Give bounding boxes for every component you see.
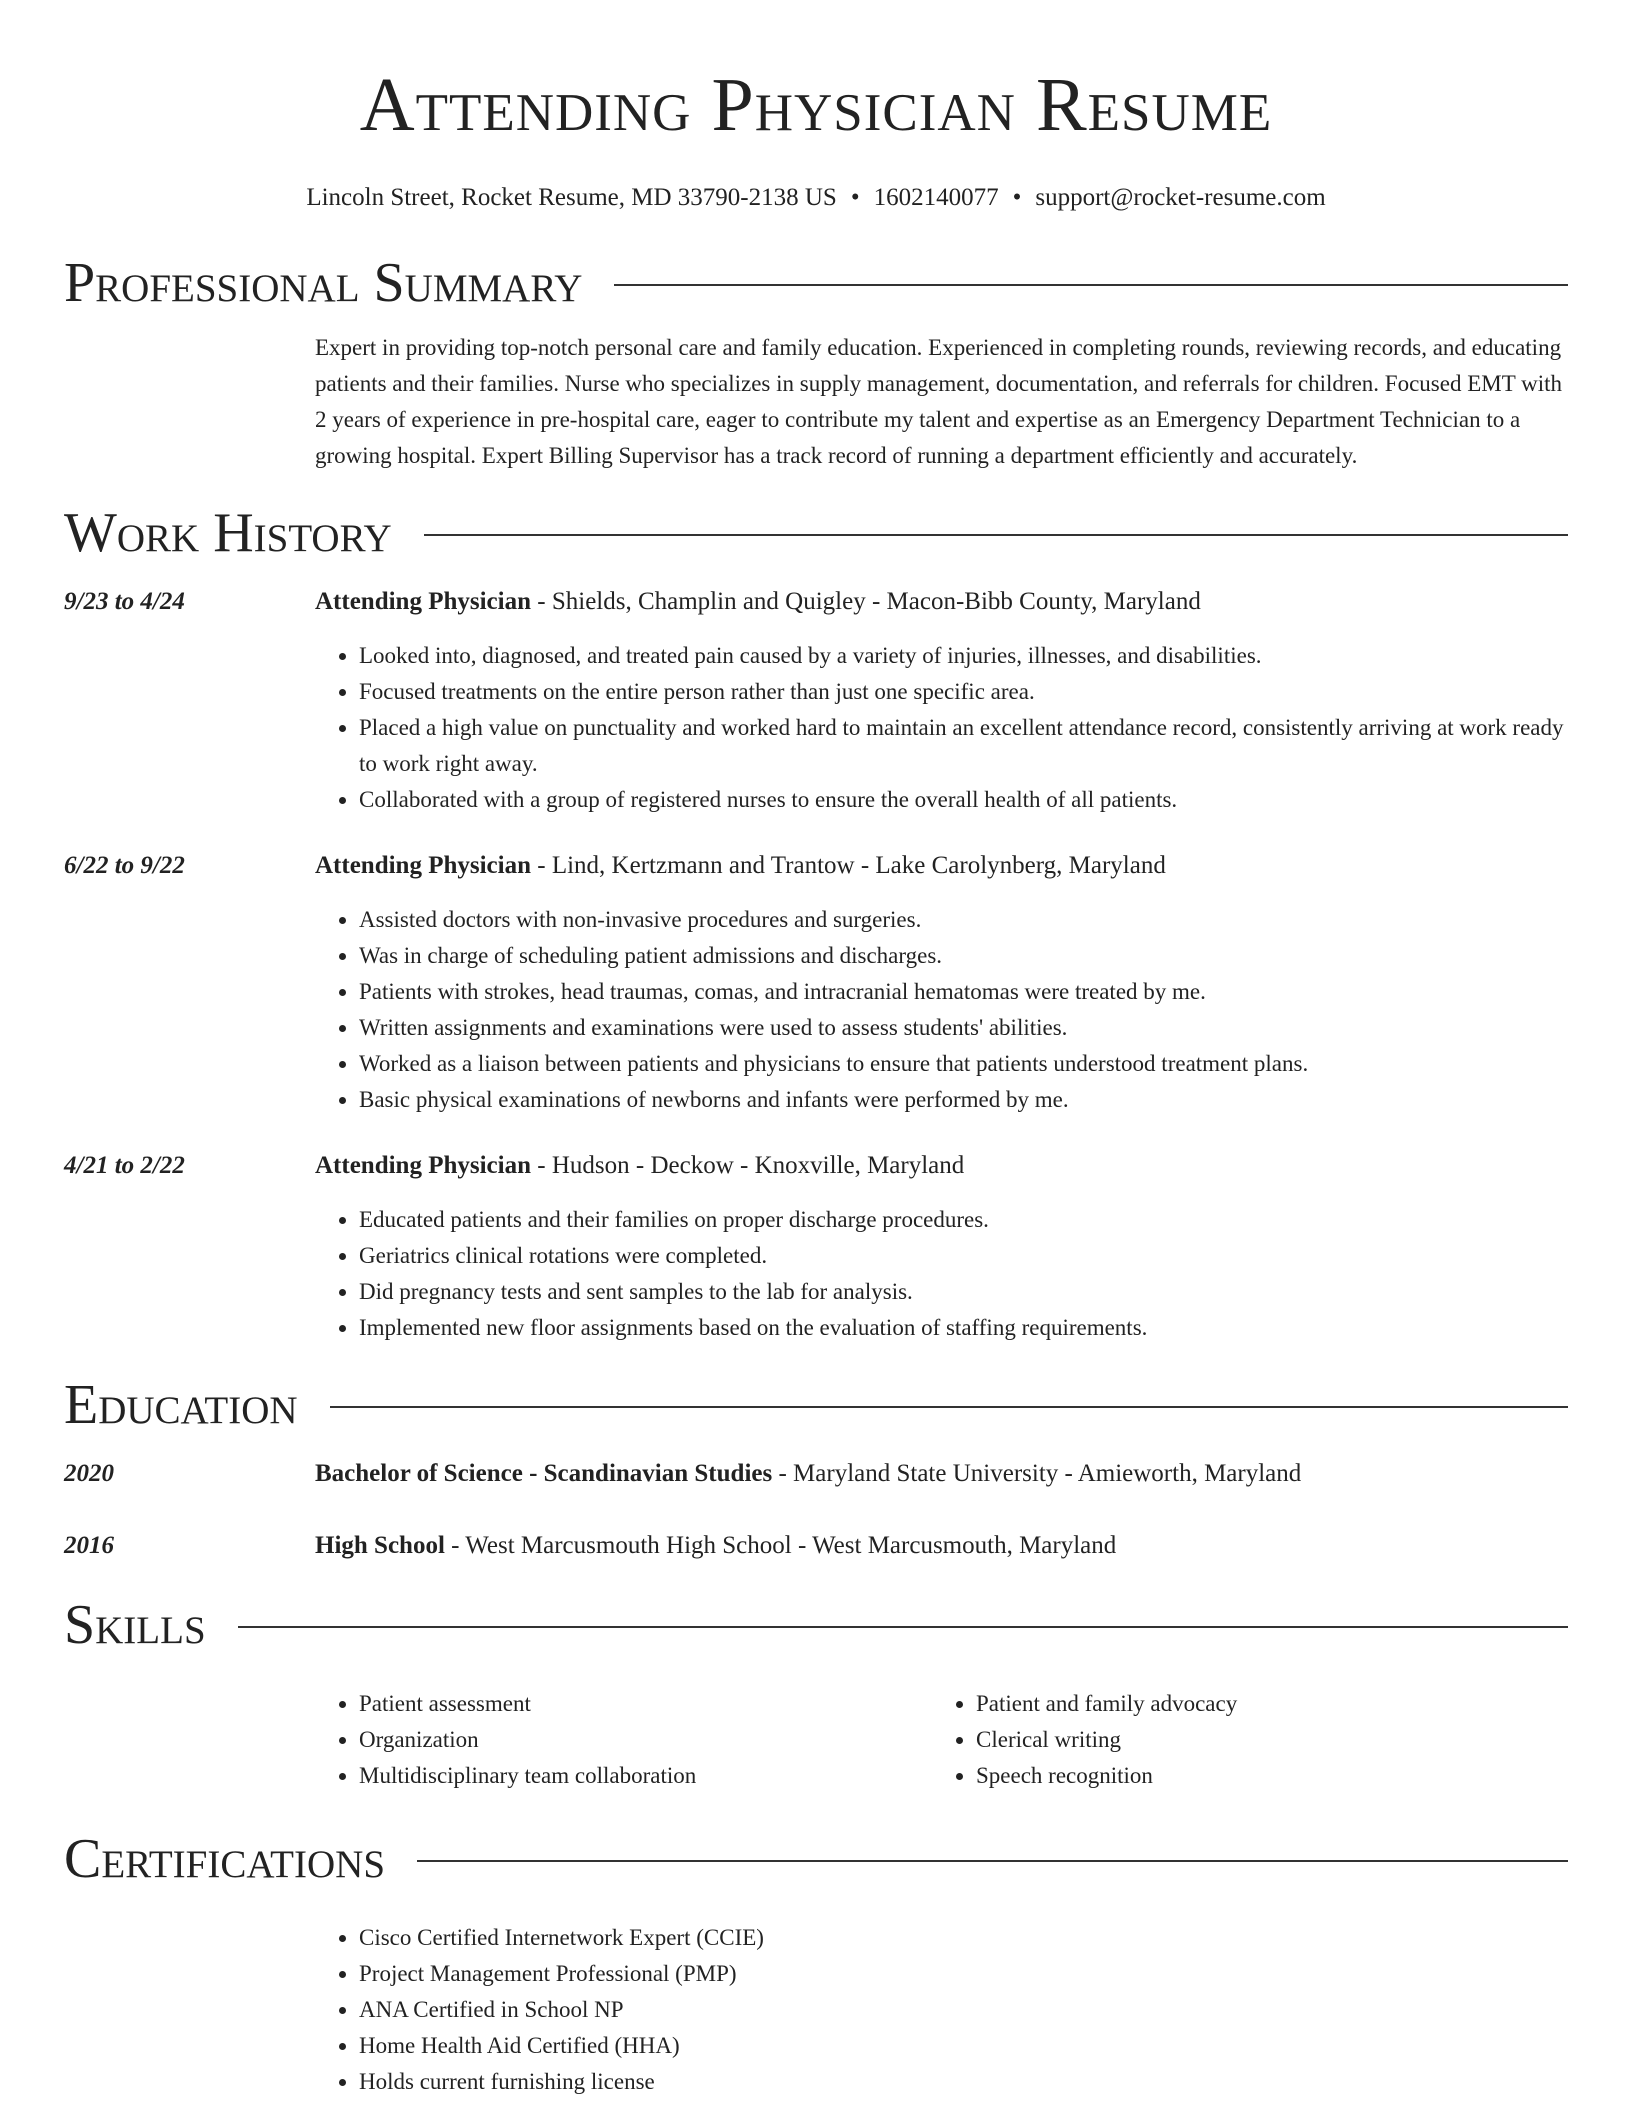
job-heading bbox=[315, 1148, 1568, 1184]
job-title: Attending Physician bbox=[315, 852, 532, 879]
work-section-header bbox=[64, 502, 1568, 564]
contact-email: support@rocket-resume.com bbox=[1035, 184, 1326, 211]
education-section-header bbox=[64, 1374, 1568, 1436]
job-employer: - Hudson - Deckow - Knoxville, Maryland bbox=[531, 1152, 965, 1179]
job-title: Attending Physician bbox=[315, 1152, 532, 1179]
list-item: • Clerical writing bbox=[976, 1722, 1549, 1758]
list-item: • Placed a high value on punctuality and worked hard to maintain an excellent attendance record, consistently arriving at work ready to work right away. bbox=[359, 710, 1568, 782]
education-entry bbox=[64, 1528, 1568, 1564]
list-item: • ANA Certified in School NP bbox=[359, 1992, 1568, 2028]
certifications-list bbox=[315, 1920, 1568, 2100]
list-item: • Project Management Professional (PMP) bbox=[359, 1956, 1568, 1992]
list-item: • Basic physical examinations of newborns and infants were performed by me. bbox=[359, 1082, 1568, 1118]
contact-phone: 1602140077 bbox=[873, 184, 999, 211]
job-dates: 6/22 to 9/22 bbox=[64, 852, 185, 879]
section-title-skills: Skills bbox=[64, 1594, 206, 1656]
resume-title: Attending Physician Resume bbox=[359, 63, 1273, 147]
job-entry bbox=[64, 1148, 1568, 1346]
job-heading bbox=[315, 848, 1568, 884]
job-employer: - Lind, Kertzmann and Trantow - Lake Carolynberg, Maryland bbox=[531, 852, 1166, 879]
job-bullets bbox=[315, 638, 1568, 818]
list-item: • Looked into, diagnosed, and treated pain caused by a variety of injuries, illnesses, and disabilities. bbox=[359, 638, 1568, 674]
list-item: • Holds current furnishing license bbox=[359, 2064, 1568, 2100]
education-degree: High School bbox=[315, 1532, 445, 1559]
list-item: • Written assignments and examinations were used to assess students' abilities. bbox=[359, 1010, 1568, 1046]
education-heading bbox=[315, 1456, 1568, 1492]
list-item: • Home Health Aid Certified (HHA) bbox=[359, 2028, 1568, 2064]
job-heading bbox=[315, 584, 1568, 620]
summary-text: Expert in providing top-notch personal care and family education. Experienced in completing rounds, reviewing records, and educating patients and their families. Nurse who specializes in supply management, documentation, and referrals for children. Focused EMT with 2 years of experience in pre-hospital care, eager to contribute my talent and expertise as an Emergency Department Technician to a growing hospital. Expert Billing Supervisor has a track record of running a department efficiently and accurately. bbox=[315, 335, 1562, 468]
job-entry bbox=[64, 848, 1568, 1118]
job-entry bbox=[64, 584, 1568, 818]
certifications-section-header bbox=[64, 1828, 1568, 1890]
list-item: • Collaborated with a group of registered nurses to ensure the overall health of all patients. bbox=[359, 782, 1568, 818]
education-entry bbox=[64, 1456, 1568, 1492]
job-body bbox=[315, 848, 1568, 1118]
list-item: • Educated patients and their families on proper discharge procedures. bbox=[359, 1202, 1568, 1238]
list-item: • Worked as a liaison between patients and physicians to ensure that patients understood treatment plans. bbox=[359, 1046, 1568, 1082]
section-divider bbox=[424, 534, 1568, 536]
education-heading bbox=[315, 1528, 1568, 1564]
job-employer: - Shields, Champlin and Quigley - Macon-Bibb County, Maryland bbox=[531, 588, 1201, 615]
education-body bbox=[315, 1528, 1568, 1564]
job-body bbox=[315, 584, 1568, 818]
list-item: • Did pregnancy tests and sent samples to the lab for analysis. bbox=[359, 1274, 1568, 1310]
contact-line bbox=[64, 182, 1568, 214]
list-item: • Speech recognition bbox=[976, 1758, 1549, 1794]
resume-page bbox=[64, 0, 1568, 2100]
list-item: • Patients with strokes, head traumas, comas, and intracranial hematomas were treated by me. bbox=[359, 974, 1568, 1010]
job-dates: 9/23 to 4/24 bbox=[64, 588, 185, 615]
section-divider bbox=[238, 1626, 1568, 1628]
job-title: Attending Physician bbox=[315, 588, 532, 615]
job-bullets bbox=[315, 1202, 1568, 1346]
section-divider bbox=[330, 1406, 1568, 1408]
section-divider bbox=[614, 284, 1568, 286]
list-item: • Cisco Certified Internetwork Expert (CCIE) bbox=[359, 1920, 1568, 1956]
contact-separator: • bbox=[1012, 184, 1022, 211]
contact-address: Lincoln Street, Rocket Resume, MD 33790-2138 US bbox=[306, 184, 837, 211]
summary-section-header bbox=[64, 252, 1568, 314]
skills-column-right bbox=[932, 1686, 1549, 1794]
section-title-summary: Professional Summary bbox=[64, 252, 583, 314]
list-item: • Patient and family advocacy bbox=[976, 1686, 1549, 1722]
education-body bbox=[315, 1456, 1568, 1492]
list-item: • Implemented new floor assignments based on the evaluation of staffing requirements. bbox=[359, 1310, 1568, 1346]
section-title-education: Education bbox=[64, 1374, 298, 1436]
job-body bbox=[315, 1148, 1568, 1346]
skills-section-header bbox=[64, 1594, 1568, 1656]
list-item: • Focused treatments on the entire person rather than just one specific area. bbox=[359, 674, 1568, 710]
list-item: • Patient assessment bbox=[359, 1686, 932, 1722]
list-item: • Assisted doctors with non-invasive procedures and surgeries. bbox=[359, 902, 1568, 938]
section-divider bbox=[417, 1860, 1568, 1862]
skills-column-left bbox=[315, 1686, 932, 1794]
skills-list bbox=[315, 1686, 1568, 1794]
certifications-bullets bbox=[315, 1920, 1568, 2100]
job-bullets bbox=[315, 902, 1568, 1118]
job-dates: 4/21 to 2/22 bbox=[64, 1152, 185, 1179]
section-title-certifications: Certifications bbox=[64, 1828, 386, 1890]
education-degree: Bachelor of Science - Scandinavian Studies bbox=[315, 1460, 773, 1487]
list-item: • Organization bbox=[359, 1722, 932, 1758]
list-item: • Multidisciplinary team collaboration bbox=[359, 1758, 932, 1794]
list-item: • Geriatrics clinical rotations were completed. bbox=[359, 1238, 1568, 1274]
list-item: • Was in charge of scheduling patient admissions and discharges. bbox=[359, 938, 1568, 974]
education-year: 2020 bbox=[64, 1460, 114, 1487]
contact-separator: • bbox=[850, 184, 860, 211]
education-school: - West Marcusmouth High School - West Marcusmouth, Maryland bbox=[444, 1532, 1117, 1559]
section-title-work: Work History bbox=[64, 502, 392, 564]
education-school: - Maryland State University - Amieworth, Maryland bbox=[772, 1460, 1302, 1487]
education-year: 2016 bbox=[64, 1532, 114, 1559]
